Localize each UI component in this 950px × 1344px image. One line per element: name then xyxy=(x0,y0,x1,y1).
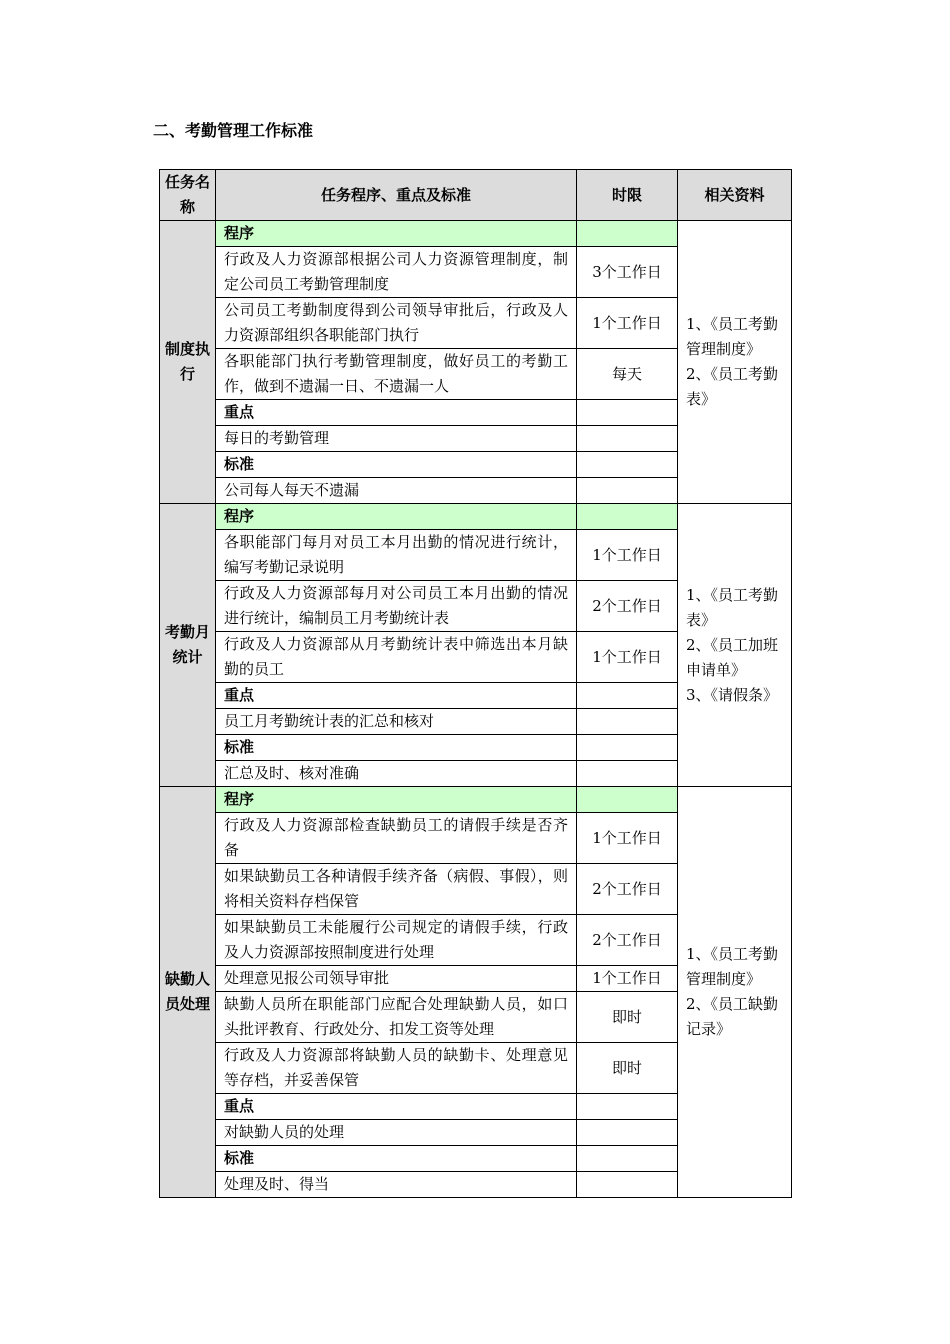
procedure-step-text: 各职能部门执行考勤管理制度，做好员工的考勤工作，做到不遗漏一日、不遗漏一人 xyxy=(216,349,577,400)
procedure-step-text: 各职能部门每月对员工本月出勤的情况进行统计，编写考勤记录说明 xyxy=(216,530,577,581)
time-limit-cell: 1个工作日 xyxy=(577,530,678,581)
task-name-cell: 考勤月统计 xyxy=(160,504,216,787)
empty-time-cell xyxy=(577,709,678,735)
related-doc-item: 1、《员工考勤管理制度》 xyxy=(686,315,779,358)
standard-label: 标准 xyxy=(216,1146,577,1172)
empty-time-cell xyxy=(577,452,678,478)
standard-label: 标准 xyxy=(216,452,577,478)
key-text: 对缺勤人员的处理 xyxy=(216,1120,577,1146)
empty-time-cell xyxy=(577,1146,678,1172)
table-body xyxy=(160,221,792,1198)
key-text: 每日的考勤管理 xyxy=(216,426,577,452)
empty-time-cell xyxy=(577,1094,678,1120)
standard-text: 汇总及时、核对准确 xyxy=(216,761,577,787)
time-limit-cell: 1个工作日 xyxy=(577,298,678,349)
related-doc-item: 3、《请假条》 xyxy=(686,685,779,704)
attendance-standard-table xyxy=(159,169,792,1198)
time-limit-cell: 2个工作日 xyxy=(577,581,678,632)
empty-time-cell xyxy=(577,504,678,530)
time-limit-cell: 即时 xyxy=(577,1043,678,1094)
time-limit-cell: 即时 xyxy=(577,992,678,1043)
table-row xyxy=(160,221,792,247)
time-limit-cell: 3个工作日 xyxy=(577,247,678,298)
related-doc-item: 2、《员工缺勤记录》 xyxy=(686,995,779,1038)
procedure-step-text: 行政及人力资源部将缺勤人员的缺勤卡、处理意见等存档，并妥善保管 xyxy=(216,1043,577,1094)
time-limit-cell: 2个工作日 xyxy=(577,864,678,915)
related-docs-cell xyxy=(678,504,792,787)
procedure-step-text: 如果缺勤员工各种请假手续齐备（病假、事假），则将相关资料存档保管 xyxy=(216,864,577,915)
header-task-name: 任务名称 xyxy=(160,170,216,221)
time-limit-cell: 1个工作日 xyxy=(577,966,678,992)
procedure-label: 程序 xyxy=(216,221,577,247)
procedure-step-text: 缺勤人员所在职能部门应配合处理缺勤人员，如口头批评教育、行政处分、扣发工资等处理 xyxy=(216,992,577,1043)
table-row xyxy=(160,787,792,813)
empty-time-cell xyxy=(577,735,678,761)
procedure-step-text: 行政及人力资源部从月考勤统计表中筛选出本月缺勤的员工 xyxy=(216,632,577,683)
related-doc-item: 2、《员工考勤表》 xyxy=(686,365,779,408)
related-doc-item: 1、《员工考勤表》 xyxy=(686,585,779,629)
related-doc-item: 1、《员工考勤管理制度》 xyxy=(686,945,779,988)
procedure-step-text: 公司员工考勤制度得到公司领导审批后，行政及人力资源部组织各职能部门执行 xyxy=(216,298,577,349)
procedure-step-text: 处理意见报公司领导审批 xyxy=(216,966,577,992)
procedure-label: 程序 xyxy=(216,504,577,530)
empty-time-cell xyxy=(577,426,678,452)
page-title: 二、考勤管理工作标准 xyxy=(153,121,314,140)
related-docs-cell xyxy=(678,787,792,1198)
header-procedure: 任务程序、重点及标准 xyxy=(216,170,577,221)
task-name-cell: 缺勤人员处理 xyxy=(160,787,216,1198)
standard-text: 公司每人每天不遗漏 xyxy=(216,478,577,504)
empty-time-cell xyxy=(577,683,678,709)
header-related-docs: 相关资料 xyxy=(678,170,792,221)
empty-time-cell xyxy=(577,400,678,426)
empty-time-cell xyxy=(577,761,678,787)
table-header-row xyxy=(160,170,792,221)
key-label: 重点 xyxy=(216,400,577,426)
procedure-step-text: 行政及人力资源部检查缺勤员工的请假手续是否齐备 xyxy=(216,813,577,864)
procedure-label: 程序 xyxy=(216,787,577,813)
related-docs-cell xyxy=(678,221,792,504)
procedure-step-text: 如果缺勤员工未能履行公司规定的请假手续，行政及人力资源部按照制度进行处理 xyxy=(216,915,577,966)
header-time-limit: 时限 xyxy=(577,170,678,221)
procedure-step-text: 行政及人力资源部根据公司人力资源管理制度，制定公司员工考勤管理制度 xyxy=(216,247,577,298)
key-text: 员工月考勤统计表的汇总和核对 xyxy=(216,709,577,735)
empty-time-cell xyxy=(577,1120,678,1146)
empty-time-cell xyxy=(577,221,678,247)
standard-label: 标准 xyxy=(216,735,577,761)
time-limit-cell: 1个工作日 xyxy=(577,632,678,683)
empty-time-cell xyxy=(577,478,678,504)
standard-text: 处理及时、得当 xyxy=(216,1172,577,1198)
key-label: 重点 xyxy=(216,683,577,709)
empty-time-cell xyxy=(577,1172,678,1198)
task-name-cell: 制度执行 xyxy=(160,221,216,504)
related-doc-item: 2、《员工加班申请单》 xyxy=(686,635,779,679)
time-limit-cell: 每天 xyxy=(577,349,678,400)
table-row xyxy=(160,504,792,530)
key-label: 重点 xyxy=(216,1094,577,1120)
empty-time-cell xyxy=(577,787,678,813)
procedure-step-text: 行政及人力资源部每月对公司员工本月出勤的情况进行统计，编制员工月考勤统计表 xyxy=(216,581,577,632)
time-limit-cell: 1个工作日 xyxy=(577,813,678,864)
time-limit-cell: 2个工作日 xyxy=(577,915,678,966)
